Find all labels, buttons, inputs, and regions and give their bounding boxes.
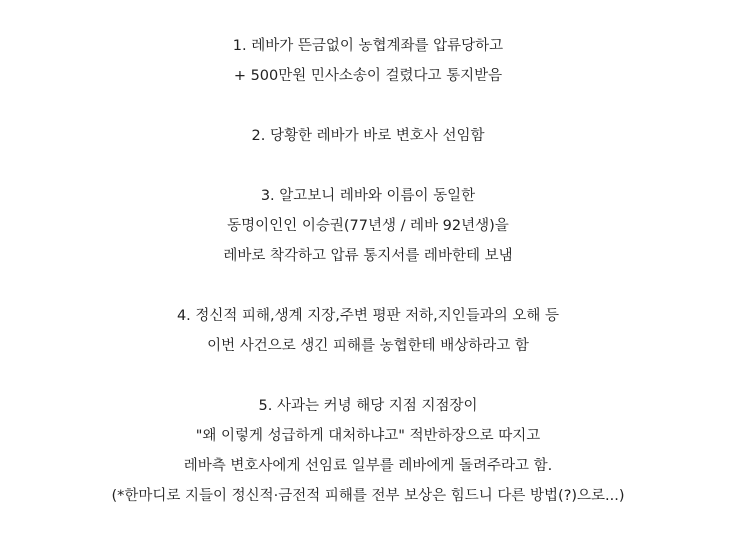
text-line: 이번 사건으로 생긴 피해를 농협한테 배상하라고 함	[207, 338, 529, 354]
text-line: 레바로 착각하고 압류 통지서를 레바한테 보냄	[223, 248, 513, 264]
section-5	[0, 391, 736, 511]
text-line: 동명이인인 이승권(77년생 / 레바 92년생)을	[227, 218, 509, 234]
paragraph-gap	[0, 91, 736, 121]
paragraph-gap	[0, 151, 736, 181]
text-line: 2. 당황한 레바가 바로 변호사 선임함	[251, 128, 485, 144]
text-line: 5. 사과는 커녕 해당 지점 지점장이	[258, 398, 478, 414]
text-line: 레바측 변호사에게 선임료 일부를 레바에게 돌려주라고 함.	[183, 458, 553, 474]
section-3	[0, 181, 736, 271]
text-line: 1. 레바가 뜬금없이 농협계좌를 압류당하고	[232, 38, 504, 54]
text-line: + 500만원 민사소송이 걸렸다고 통지받음	[233, 68, 503, 84]
section-4	[0, 301, 736, 361]
text-line: "왜 이렇게 성급하게 대처하냐고" 적반하장으로 따지고	[195, 428, 541, 444]
paragraph-gap	[0, 361, 736, 391]
text-line: 4. 정신적 피해,생계 지장,주변 평판 저하,지인들과의 오해 등	[176, 308, 560, 324]
paragraph-gap	[0, 271, 736, 301]
post-body	[0, 31, 736, 511]
text-line: 3. 알고보니 레바와 이름이 동일한	[260, 188, 476, 204]
section-1	[0, 31, 736, 91]
text-line: (*한마디로 지들이 정신적·금전적 피해를 전부 보상은 힘드니 다른 방법(?)으로...)	[111, 488, 625, 504]
section-2	[0, 121, 736, 151]
